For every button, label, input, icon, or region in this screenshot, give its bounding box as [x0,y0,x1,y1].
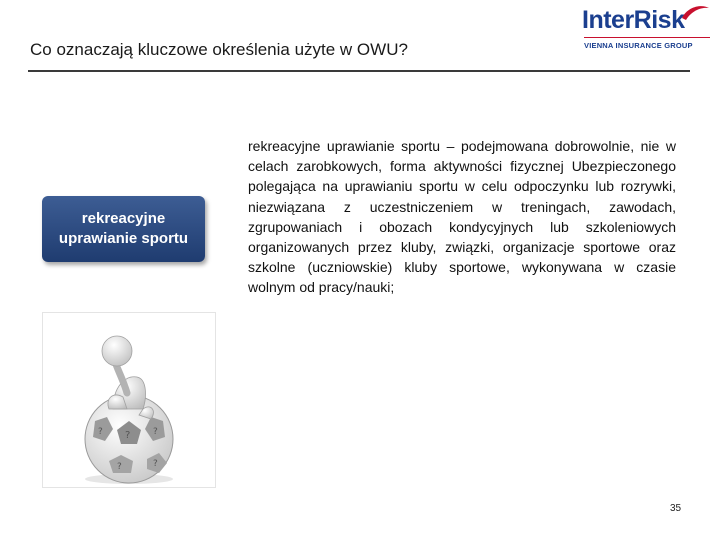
term-box-label: rekreacyjne uprawianie sportu [58,210,189,247]
page-number: 35 [670,503,682,514]
illustration-frame [42,312,216,488]
logo-tagline: VIENNA INSURANCE GROUP [584,41,693,50]
title-divider [28,70,690,72]
definition-text: rekreacyjne uprawianie sportu – podejmowana dobrowolnie, nie w celach zarobkowych, forma aktywności fizycznej Ubezpieczonego polegająca na uprawianiu sportu w celu odpoczynku lub rozrywki, niezwiązana z uczestniczeniem w treningach, zawodach, zgrupowaniach i obozach kondycyjnych lub szkoleniowych organizowanych przez kluby, związki, organizacje sportowe oraz szkolne (uczniowskie) kluby sportowe, wykonywana w czasie wolnym od pracy/nauki; [248,138,676,296]
logo-swoosh-icon [678,4,712,24]
thinking-figure-on-question-ball-icon [43,313,217,489]
svg-text:?: ? [125,430,131,441]
svg-text:?: ? [153,459,158,469]
company-logo [582,6,712,56]
term-box [42,196,205,262]
svg-text:?: ? [153,427,158,437]
svg-text:?: ? [117,462,122,472]
svg-text:?: ? [98,427,103,437]
logo-wordmark: InterRisk [582,6,685,34]
slide-title: Co oznaczają kluczowe określenia użyte w OWU? [30,40,408,59]
logo-divider [584,37,710,38]
